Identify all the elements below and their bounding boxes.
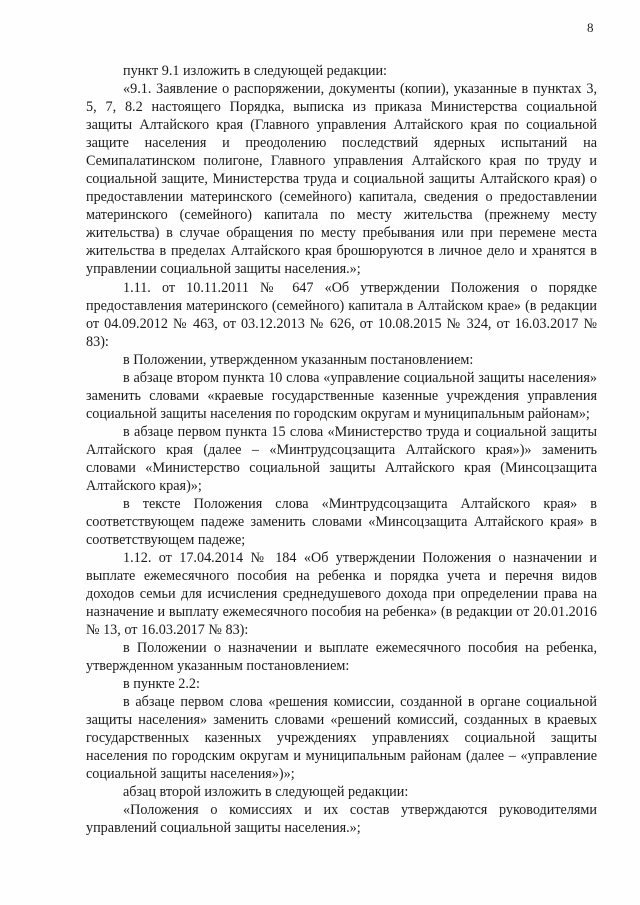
paragraph: «Положения о комиссиях и их состав утверждаются руководителями управлений социальной защиты населения.»; xyxy=(86,802,597,836)
paragraph: в абзаце втором пункта 10 слова «управление социальной защиты населения» заменить словами «краевые государственные казенные учреждения управления социальной защиты населения по городским округам и муниципальным районам»; xyxy=(86,370,597,422)
paragraph: в абзаце первом слова «решения комиссии, созданной в органе социальной защиты населения» заменить словами «решений комиссий, созданных в краевых государственных казенных учреждениях управлениях социальной защиты населения по городским округам и муниципальным районам (далее – «управление социальной защиты населения»)»; xyxy=(86,694,597,782)
paragraph: 1.12. от 17.04.2014 № 184 «Об утверждении Положения о назначении и выплате ежемесячного пособия на ребенка и порядка учета и перечня видов доходов семьи для исчисления среднедушевого дохода при определении права на назначение и выплату ежемесячного пособия на ребенка» (в редакции от 20.01.2016 № 13, от 16.03.2017 № 83): xyxy=(86,550,597,638)
paragraph: пункт 9.1 изложить в следующей редакции: xyxy=(123,63,387,79)
paragraph: «9.1. Заявление о распоряжении, документы (копии), указанные в пунктах 3, 5, 7, 8.2 настоящего Порядка, выписка из приказа Министерства социальной защиты Алтайского края (Главного управления Алтайского края по социальной защите населения и преодолению последствий ядерных испытаний на Семипалатинском полигоне, Главного управления Алтайского края по труду и социальной защите, Министерства труда и социальной защиты Алтайского края) о предоставлении материнского (семейного) капитала, сведения о предоставлении материнского (семейного) капитала по месту жительства (прежнему месту жительства) в случае обращения по месту пребывания или при перемене места жительства в пределах Алтайского края брошюруются в личное дело и хранятся в управлении социальной защиты населения.»; xyxy=(86,81,597,277)
page-number: 8 xyxy=(587,20,594,35)
paragraph: в Положении, утвержденном указанным постановлением: xyxy=(123,352,474,368)
paragraph: в тексте Положения слова «Минтрудсоцзащита Алтайского края» в соответствующем падеже заменить словами «Минсоцзащита Алтайского края» в соответствующем падеже; xyxy=(86,496,597,548)
paragraph: в Положении о назначении и выплате ежемесячного пособия на ребенка, утвержденном указанным постановлением: xyxy=(86,640,597,674)
document-body xyxy=(86,62,597,837)
paragraph: в пункте 2.2: xyxy=(123,676,200,692)
paragraph: в абзаце первом пункта 15 слова «Министерство труда и социальной защиты Алтайского края (далее – «Минтрудсоцзащита Алтайского края»)» заменить словами «Министерство социальной защиты Алтайского края (Минсоцзащита Алтайского края)»; xyxy=(86,424,597,494)
paragraph: 1.11. от 10.11.2011 № 647 «Об утверждении Положения о порядке предоставления материнского (семейного) капитала в Алтайском крае» (в редакции от 04.09.2012 № 463, от 03.12.2013 № 626, от 10.08.2015 № 324, от 16.03.2017 № 83): xyxy=(86,280,597,350)
paragraph: абзац второй изложить в следующей редакции: xyxy=(123,784,409,800)
